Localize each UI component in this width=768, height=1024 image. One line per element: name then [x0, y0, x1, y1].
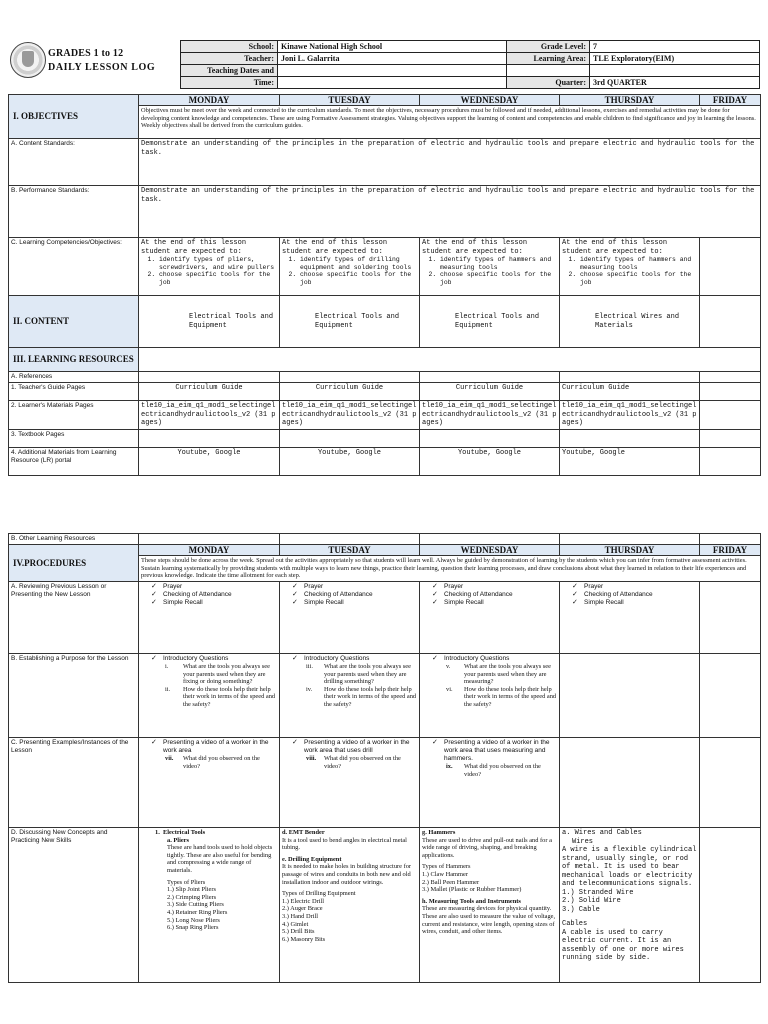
competency-item: 1. identify types of drilling equipment and soldering tools	[300, 256, 417, 271]
checklist-item: ✓ Checking of Attendance	[572, 591, 697, 599]
learners-materials-thursday: tle10_ia_eim_q1_mod1_selectingelectricandhydraulictools_v2 (31 pages)	[560, 401, 700, 430]
resources-blank	[139, 348, 761, 372]
examples-thursday	[560, 738, 700, 828]
day-header-wednesday: WEDNESDAY	[420, 545, 560, 556]
checklist	[422, 739, 557, 763]
performance-standards-text: Demonstrate an understanding of the principles in the preparation of electric and hydraulic tools and prepare electric and hydraulic tools for the task.	[139, 186, 761, 238]
time-value	[278, 77, 507, 89]
teacher-value: Joni L. Galarrita	[278, 53, 507, 65]
daily-lesson-log-title: DAILY LESSON LOG	[48, 62, 156, 73]
type-item: 2.) Crimping Pliers	[167, 893, 217, 901]
competency-item: 2. choose specific tools for the job	[440, 271, 557, 286]
blank-cell	[280, 534, 420, 545]
type-item: 4.) Retainer Ring Pliers	[167, 908, 228, 916]
concepts-tuesday	[280, 828, 420, 983]
concept-number: 1.	[155, 829, 160, 836]
concepts-monday	[139, 828, 280, 983]
purpose-friday	[700, 654, 761, 738]
competencies-list	[282, 256, 417, 286]
content-standards-label: A. Content Standards:	[9, 139, 139, 186]
blank-cell	[420, 429, 560, 447]
question-row	[422, 763, 557, 778]
question-text: How do these tools help their help their work in terms of the speed and the safety?	[183, 685, 276, 708]
content-tuesday: Electrical Tools and Equipment	[280, 296, 420, 348]
day-header-monday: MONDAY	[139, 545, 280, 556]
blank-cell	[590, 65, 760, 77]
type-item: 3.) Side Cutting Pliers	[167, 901, 224, 909]
additional-materials-wednesday: Youtube, Google	[420, 447, 560, 475]
type-item: 1.) Electric Drill	[282, 897, 325, 905]
checklist-item: ✓ Simple Recall	[572, 599, 697, 607]
checklist-item: ✓ Introductory Questions	[292, 655, 417, 663]
examples-monday	[139, 738, 280, 828]
type-item: 6.) Masonry Bits	[282, 935, 326, 943]
checklist	[282, 655, 417, 663]
day-header-tuesday: TUESDAY	[280, 95, 420, 106]
teachers-guide-label: 1. Teacher's Guide Pages	[9, 383, 139, 401]
blank-cell	[420, 534, 560, 545]
question-row	[141, 663, 277, 686]
competency-item: 2. choose specific tools for the job	[159, 271, 277, 286]
purpose-tuesday	[280, 654, 420, 738]
competencies-wednesday	[420, 238, 560, 296]
day-header-thursday: THURSDAY	[560, 95, 700, 106]
competencies-intro: At the end of this lesson student are expected to:	[562, 239, 668, 256]
checklist	[282, 739, 417, 755]
blank-cell	[700, 534, 761, 545]
checklist-item: ✓ Prayer	[292, 583, 417, 591]
reviewing-lesson-label: A. Reviewing Previous Lesson or Presenting the New Lesson	[9, 582, 139, 654]
objectives-heading: I. OBJECTIVES	[9, 95, 139, 139]
reviewing-friday	[700, 582, 761, 654]
question-number: iv.	[306, 685, 313, 693]
concept-subheading: Wires	[572, 837, 594, 846]
additional-materials-tuesday: Youtube, Google	[280, 447, 420, 475]
question-number: ii.	[165, 685, 171, 693]
day-header-monday: MONDAY	[139, 95, 280, 106]
teachers-guide-friday	[700, 383, 761, 401]
question-number: ix.	[446, 763, 453, 770]
types-label: Types of Hammers	[422, 863, 471, 871]
competency-item: 2. choose specific tools for the job	[580, 271, 697, 286]
concept-text: It is a tool used to bend angles in electrical metal tubing.	[282, 836, 407, 852]
blank-cell	[560, 534, 700, 545]
concept-subheading: a. Pliers	[167, 836, 190, 844]
competency-item: 1. identify types of pliers, screwdrivers, and wire pullers	[159, 256, 277, 271]
question-row	[282, 663, 417, 686]
header-info-table	[180, 40, 760, 89]
examples-tuesday	[280, 738, 420, 828]
checklist	[422, 583, 557, 607]
type-item: 1.) Slip Joint Pliers	[167, 886, 217, 894]
checklist-item: ✓ Presenting a video of a worker in the work area	[151, 739, 277, 755]
blank-cell	[139, 534, 280, 545]
type-item: 2.) Auger Brace	[282, 905, 323, 913]
concept-heading	[141, 829, 277, 837]
question-text: What did you observed on the video?	[324, 755, 401, 770]
concepts-friday	[700, 828, 761, 983]
establishing-purpose-label: B. Establishing a Purpose for the Lesson	[9, 654, 139, 738]
question-row	[282, 755, 417, 770]
teachers-guide-tuesday: Curriculum Guide	[280, 383, 420, 401]
question-text: How do these tools help their help their work in terms of the speed and the safety?	[324, 685, 417, 708]
question-text: How do these tools help their help their work in terms of the speed and the safety?	[464, 685, 557, 708]
concept-heading: h. Measuring Tools and Instruments	[422, 897, 521, 905]
question-row	[282, 686, 417, 709]
types-label: Types of Drilling Equipment	[282, 890, 356, 898]
checklist-item: ✓ Simple Recall	[432, 599, 557, 607]
checklist-item: ✓ Simple Recall	[151, 599, 277, 607]
checklist	[282, 583, 417, 607]
question-text: What are the tools you always see your parents used when they are fixing or doing something?	[183, 663, 270, 686]
competencies-monday	[139, 238, 280, 296]
learners-materials-monday: tle10_ia_eim_q1_mod1_selectingelectricandhydraulictools_v2 (31 pages)	[139, 401, 280, 430]
learning-area-value: TLE Exploratory(EIM)	[590, 53, 760, 65]
competency-item: 1. identify types of hammers and measuring tools	[580, 256, 697, 271]
additional-materials-friday	[700, 447, 761, 475]
examples-friday	[700, 738, 761, 828]
blank-cell	[139, 429, 280, 447]
type-item: 5.) Drill Bits	[282, 928, 315, 936]
reviewing-thursday	[560, 582, 700, 654]
type-item: 3.) Hand Drill	[282, 912, 319, 920]
competencies-thursday	[560, 238, 700, 296]
type-item: 4.) Gimlet	[282, 920, 309, 928]
grade-level-label: Grade Level:	[507, 41, 590, 53]
references-label: A. References	[9, 372, 139, 383]
blank-cell	[280, 372, 420, 383]
concept-text: A wire is a flexible cylindrical strand, usually single, or rod of metal. It is used to bear mechanical loads or electricity and telecommunications signals.	[562, 846, 697, 888]
question-row	[422, 663, 557, 686]
type-item: 5.) Long Nose Pliers	[167, 916, 220, 924]
additional-materials-monday: Youtube, Google	[139, 447, 280, 475]
competency-item: 1. identify types of hammers and measuring tools	[440, 256, 557, 271]
grades-title: GRADES 1 to 12	[48, 48, 124, 59]
presenting-examples-label: C. Presenting Examples/Instances of the Lesson	[9, 738, 139, 828]
cables-label: Cables	[562, 920, 588, 928]
question-number: vi.	[446, 685, 453, 693]
question-text: What did you observed on the video?	[183, 755, 260, 770]
concepts-wednesday	[420, 828, 560, 983]
procedures-heading: IV.PROCEDURES	[9, 545, 139, 582]
objectives-note: Objectives must be meet over the week and connected to the curriculum standards. To meet the objectives, necessary procedures must be followed and if needed, additional lessons, exercises and remedial activities may be done for developing content knowledge and competencies. These are using Formative Assessment strategies. Valuing objectives support the learning of content and competencies and enable children to find significance and joy in learning the lessons. Weekly objectives shall be derived from the curriculum guides.	[139, 106, 761, 139]
competencies-intro: At the end of this lesson student are expected to:	[422, 239, 528, 256]
type-item: 6.) Snap Ring Pliers	[167, 924, 219, 932]
blank-cell	[420, 372, 560, 383]
teachers-guide-thursday: Curriculum Guide	[560, 383, 700, 401]
question-number: iii.	[306, 663, 313, 670]
content-heading: II. CONTENT	[9, 296, 139, 348]
checklist-item: ✓ Prayer	[432, 583, 557, 591]
checklist-item: ✓ Checking of Attendance	[432, 591, 557, 599]
quarter-value: 3rd QUARTER	[590, 77, 760, 89]
question-row	[141, 755, 277, 770]
type-item: 2.) Ball Peen Hammer	[422, 878, 480, 886]
blank-cell	[700, 372, 761, 383]
checklist	[141, 655, 277, 663]
competency-item: 2. choose specific tools for the job	[300, 271, 417, 286]
concept-heading: e. Drilling Equipment	[282, 855, 342, 863]
additional-materials-label: 4. Additional Materials from Learning Resource (LR) portal	[9, 447, 139, 475]
teachers-guide-monday: Curriculum Guide	[139, 383, 280, 401]
checklist-item: ✓ Introductory Questions	[151, 655, 277, 663]
reviewing-tuesday	[280, 582, 420, 654]
content-thursday: Electrical Wires and Materials	[560, 296, 700, 348]
school-label: School:	[181, 41, 278, 53]
competencies-intro: At the end of this lesson student are expected to:	[141, 239, 247, 256]
type-item: 2.) Solid Wire	[562, 897, 621, 905]
checklist-item: ✓ Presenting a video of a worker in the work area that uses drill	[292, 739, 417, 755]
reviewing-wednesday	[420, 582, 560, 654]
concept-heading: g. Hammers	[422, 829, 456, 836]
concept-text: These are used to drive and pull-out nails and for a wide range of driving, shaping, and breaking applications.	[422, 836, 552, 859]
question-text: What did you observed on the video?	[464, 763, 541, 778]
type-item: 3.) Cable	[562, 905, 600, 914]
concept-text: These are hand tools used to hold objects tightly. These are also useful for bending and compressing a wide range of materials.	[167, 844, 273, 874]
question-number: viii.	[306, 755, 317, 762]
checklist-item: ✓ Simple Recall	[292, 599, 417, 607]
teaching-dates-label: Teaching Dates and	[181, 65, 278, 77]
checklist	[422, 655, 557, 663]
type-item: 1.) Stranded Wire	[562, 888, 634, 897]
cables-text: A cable is used to carry electric current. It is an assembly of one or more wires running side by side.	[562, 928, 684, 962]
checklist-item: ✓ Checking of Attendance	[151, 591, 277, 599]
day-header-wednesday: WEDNESDAY	[420, 95, 560, 106]
question-number: vii.	[165, 755, 174, 762]
concept-title: Electrical Tools	[163, 829, 206, 836]
concept-text: These are measuring devices for physical quantity. These are also used to measure the value of voltage, current and resistance, wire length, opening sizes of wires, conduit, and other items.	[422, 905, 556, 936]
type-item: 1.) Claw Hammer	[422, 870, 468, 878]
blank-cell	[560, 429, 700, 447]
competencies-tuesday	[280, 238, 420, 296]
checklist	[141, 583, 277, 607]
question-row	[422, 686, 557, 709]
types-label: Types of Pliers	[167, 878, 206, 886]
learning-area-label: Learning Area:	[507, 53, 590, 65]
blank-cell	[280, 429, 420, 447]
type-item: 3.) Mallet (Plastic or Rubber Hammer)	[422, 886, 522, 894]
grade-level-value: 7	[590, 41, 760, 53]
question-number: v.	[446, 663, 451, 670]
school-value: Kinawe National High School	[278, 41, 507, 53]
content-friday	[700, 296, 761, 348]
checklist-item: ✓ Prayer	[572, 583, 697, 591]
competencies-list	[422, 256, 557, 286]
teaching-dates-value	[278, 65, 507, 77]
checklist-item: ✓ Checking of Attendance	[292, 591, 417, 599]
day-header-tuesday: TUESDAY	[280, 545, 420, 556]
blank-cell	[507, 65, 590, 77]
question-text: What are the tools you always see your parents used when they are measuring?	[464, 663, 551, 686]
day-header-friday: FRIDAY	[700, 545, 761, 556]
blank-cell	[560, 372, 700, 383]
examples-wednesday	[420, 738, 560, 828]
question-row	[141, 686, 277, 709]
checklist-item: ✓ Prayer	[151, 583, 277, 591]
competencies-list	[141, 256, 277, 286]
content-monday: Electrical Tools and Equipment	[139, 296, 280, 348]
question-number: i.	[165, 663, 169, 670]
additional-materials-thursday: Youtube, Google	[560, 447, 700, 475]
checklist-item: ✓ Presenting a video of a worker in the work area that uses measuring and hammers.	[432, 739, 557, 763]
purpose-thursday	[560, 654, 700, 738]
discussing-concepts-label: D. Discussing New Concepts and Practicing New Skills	[9, 828, 139, 983]
log-header	[8, 38, 760, 86]
checklist	[141, 739, 277, 755]
concepts-thursday	[560, 828, 700, 983]
learners-materials-wednesday: tle10_ia_eim_q1_mod1_selectingelectricandhydraulictools_v2 (31 pages)	[420, 401, 560, 430]
concept-heading: d. EMT Bender	[282, 829, 325, 836]
performance-standards-label: B. Performance Standards:	[9, 186, 139, 238]
concept-text: It is needed to make holes in building structure for passage of wires and conduits in both new and old installation indoor and outdoor wirings.	[282, 863, 412, 886]
question-text: What are the tools you always see your parents used when they are drilling something?	[324, 663, 411, 686]
competencies-label: C. Learning Competencies/Objectives:	[9, 238, 139, 296]
competencies-friday	[700, 238, 761, 296]
checklist-item: ✓ Introductory Questions	[432, 655, 557, 663]
day-header-thursday: THURSDAY	[560, 545, 700, 556]
quarter-label: Quarter:	[507, 77, 590, 89]
learners-materials-tuesday: tle10_ia_eim_q1_mod1_selectingelectricandhydraulictools_v2 (31 pages)	[280, 401, 420, 430]
time-label: Time:	[181, 77, 278, 89]
other-resources-label: B. Other Learning Resources	[9, 534, 139, 545]
learners-materials-label: 2. Learner's Materials Pages	[9, 401, 139, 430]
objectives-table	[8, 94, 761, 476]
blank-cell	[700, 429, 761, 447]
learners-materials-friday	[700, 401, 761, 430]
deped-seal-icon	[10, 42, 46, 78]
teacher-label: Teacher:	[181, 53, 278, 65]
competencies-list	[562, 256, 697, 286]
reviewing-monday	[139, 582, 280, 654]
blank-cell	[139, 372, 280, 383]
content-wednesday: Electrical Tools and Equipment	[420, 296, 560, 348]
teachers-guide-wednesday: Curriculum Guide	[420, 383, 560, 401]
day-header-friday: FRIDAY	[700, 95, 761, 106]
textbook-pages-label: 3. Textbook Pages	[9, 429, 139, 447]
competencies-intro: At the end of this lesson student are expected to:	[282, 239, 388, 256]
procedures-table	[8, 533, 761, 983]
purpose-monday	[139, 654, 280, 738]
concept-heading: a. Wires and Cables	[562, 829, 642, 837]
checklist	[562, 583, 697, 607]
purpose-wednesday	[420, 654, 560, 738]
content-standards-text: Demonstrate an understanding of the principles in the preparation of electric and hydraulic tools and prepare electric and hydraulic tools for the task.	[139, 139, 761, 186]
learning-resources-heading: III. LEARNING RESOURCES	[9, 348, 139, 372]
procedures-note: These steps should be done across the week. Spread out the activities appropriately so that students will learn well. Always be guided by demonstration of learning by the students which you can infer from formative assessment activities. Sustain learning systematically by providing students with multiple ways to learn new things, practice their learning, question their learning processes, and draw conclusions about what they learned in relation to their life experiences and previous knowledge. Indicate the time allotment for each step.	[139, 556, 761, 582]
